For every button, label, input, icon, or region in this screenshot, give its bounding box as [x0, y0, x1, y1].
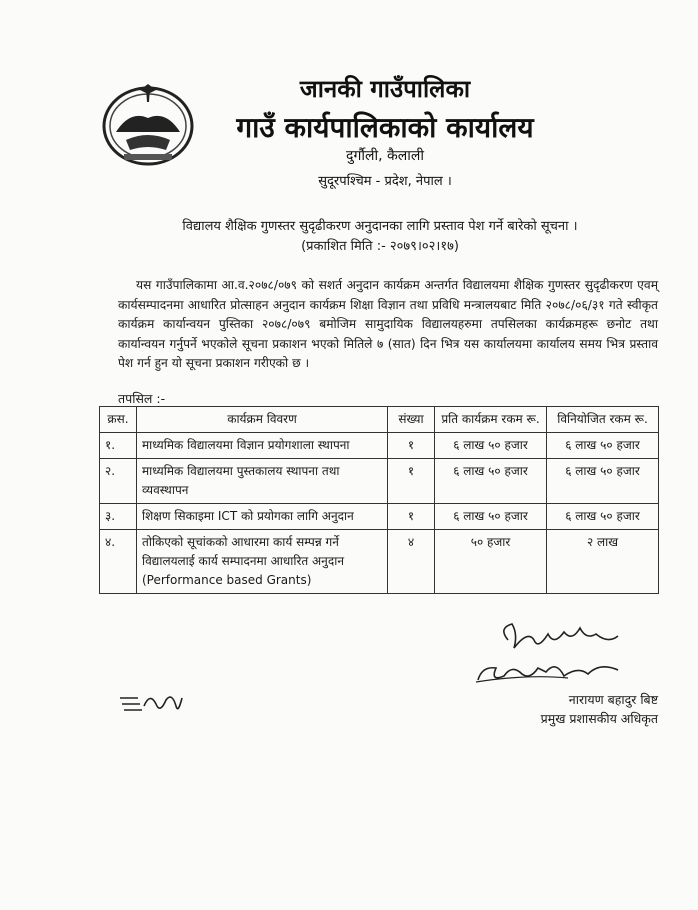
notice-body: यस गाउँपालिकामा आ.व.२०७८/०७९ को सशर्त अनुदान कार्यक्रम अन्तर्गत विद्यालयमा शैक्षिक गुणस्तर सुदृढीकरण एवम् कार्यसम्पादनमा आधारित प्रोत्साहन अनुदान कार्यक्रम शिक्षा विज्ञान तथा प्रविधि मन्त्रालयबाट मिति २०७८/०६/३१ गते स्वीकृत कार्यक्रम कार्यान्वयन पुस्तिका २०७८/०७९ बमोजिम सामुदायिक विद्यालयहरुमा तपसिलका कार्यक्रमहरू छनोट तथा कार्यान्वयन गर्नुपर्ने भएकोले सूचना प्रकाशन भएको मितिले ७ (सात) दिन भित्र यस कार्यालयमा कार्यालय समय भित्र प्रस्ताव पेश गर्न हुन यो सूचना प्रकाशन गरीएको छ ।: [118, 278, 658, 370]
row-per-amount: ६ लाख ५० हजार: [435, 433, 547, 459]
table-row: [100, 530, 659, 594]
officer-signature-icon: [468, 610, 668, 700]
row-per-amount: ६ लाख ५० हजार: [435, 504, 547, 530]
row-description: माध्यमिक विद्यालयमा विज्ञान प्रयोगशाला स्थापना: [137, 433, 388, 459]
table-header-row: [100, 407, 659, 433]
office-province: सुदूरपश्चिम - प्रदेश, नेपाल ।: [318, 174, 452, 189]
row-description: तोकिएको सूचांकको आधारमा कार्य सम्पन्न गर्ने विद्यालयलाई कार्य सम्पादनमा आधारित अनुदान (Performance based Grants): [137, 530, 388, 594]
row-quantity: ४: [388, 530, 435, 594]
row-quantity: १: [388, 433, 435, 459]
row-total-amount: २ लाख: [547, 530, 659, 594]
row-serial: २.: [100, 459, 137, 504]
initials-signature-icon: [116, 688, 188, 716]
header-quantity: संख्या: [388, 407, 435, 433]
header-allocated-amount: विनियोजित रकम रू.: [547, 407, 659, 433]
nepal-government-emblem-icon: [100, 80, 196, 166]
row-serial: ३.: [100, 504, 137, 530]
row-total-amount: ६ लाख ५० हजार: [547, 433, 659, 459]
row-quantity: १: [388, 504, 435, 530]
signatory-designation: प्रमुख प्रशासकीय अधिकृत: [540, 711, 658, 726]
published-date: (प्रकाशित मिति :- २०७९।०२।१७): [301, 239, 459, 254]
row-serial: ४.: [100, 530, 137, 594]
header-per-program-amount: प्रति कार्यक्रम रकम रू.: [435, 407, 547, 433]
table-row: [100, 504, 659, 530]
row-serial: १.: [100, 433, 137, 459]
row-total-amount: ६ लाख ५० हजार: [547, 459, 659, 504]
notice-title: विद्यालय शैक्षिक गुणस्तर सुदृढीकरण अनुदानका लागि प्रस्ताव पेश गर्ने बारेको सूचना ।: [182, 219, 578, 234]
row-per-amount: ५० हजार: [435, 530, 547, 594]
row-quantity: १: [388, 459, 435, 504]
tapasil-label: तपसिल :-: [118, 391, 166, 406]
table-row: [100, 459, 659, 504]
row-total-amount: ६ लाख ५० हजार: [547, 504, 659, 530]
municipality-name: जानकी गाउँपालिका: [299, 75, 471, 103]
row-description: शिक्षण सिकाइमा ICT को प्रयोगका लागि अनुदान: [137, 504, 388, 530]
row-per-amount: ६ लाख ५० हजार: [435, 459, 547, 504]
header-serial: क्रस.: [100, 407, 137, 433]
header-description: कार्यक्रम विवरण: [137, 407, 388, 433]
signatory-name: नारायण बहादुर बिष्ट: [568, 692, 658, 707]
table-row: [100, 433, 659, 459]
program-table: [99, 406, 659, 594]
office-name: गाउँ कार्यपालिकाको कार्यालय: [236, 111, 534, 144]
office-location: दुर्गौली, कैलाली: [346, 148, 424, 164]
row-description: माध्यमिक विद्यालयमा पुस्तकालय स्थापना तथा व्यवस्थापन: [137, 459, 388, 504]
